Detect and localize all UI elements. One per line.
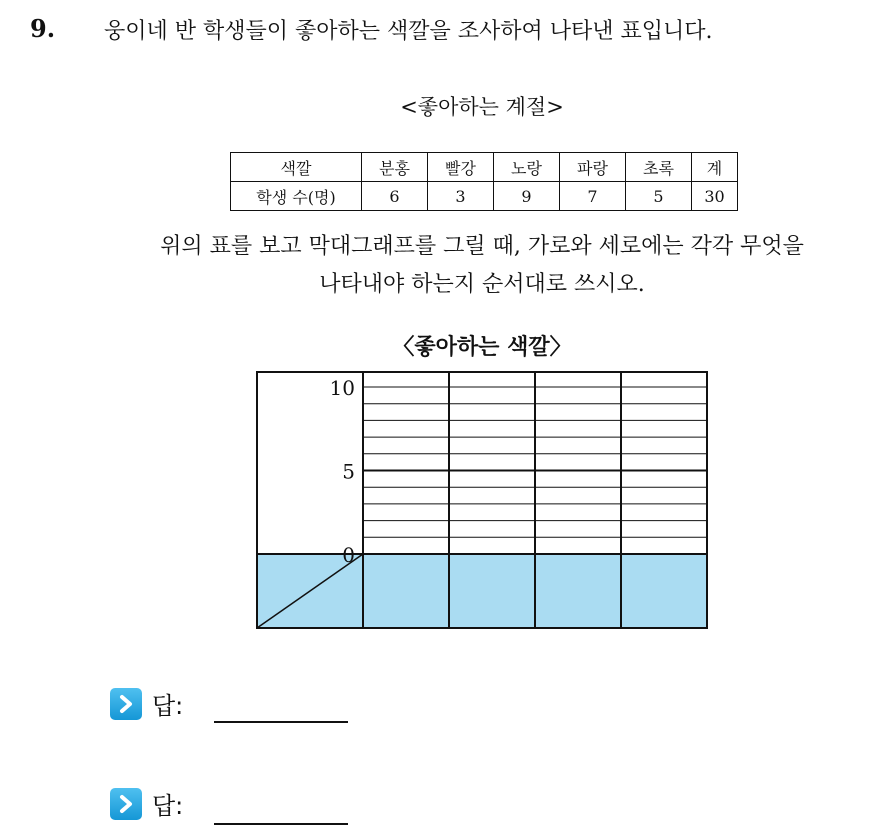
question-text: 웅이네 반 학생들이 좋아하는 색깔을 조사하여 나타낸 표입니다. — [104, 19, 713, 44]
instruction-line-2: 나타내야 하는지 순서대로 쓰시오. — [319, 272, 645, 297]
answer-blank-1[interactable] — [214, 721, 348, 723]
category-label-band — [257, 554, 707, 628]
table-cell: 3 — [428, 182, 494, 211]
y-tick-label: 0 — [342, 543, 355, 567]
chevron-right-icon — [110, 688, 142, 720]
table-header-cell: 색깔 — [231, 153, 362, 182]
chevron-right-icon — [110, 788, 142, 820]
answer-label: 답: — [152, 792, 184, 820]
table-cell: 9 — [494, 182, 560, 211]
question-number: 9. — [30, 14, 56, 43]
table-header-cell: 초록 — [626, 153, 692, 182]
table-cell: 6 — [362, 182, 428, 211]
table-header-cell: 빨강 — [428, 153, 494, 182]
table-title: <좋아하는 계절> — [400, 95, 564, 119]
table-header-cell: 계 — [692, 153, 738, 182]
answer-label: 답: — [152, 692, 184, 720]
table-header-cell: 파랑 — [560, 153, 626, 182]
instruction-line-1: 위의 표를 보고 막대그래프를 그릴 때, 가로와 세로에는 각각 무엇을 — [160, 234, 804, 259]
table-cell: 학생 수(명) — [231, 182, 362, 211]
answer-blank-2[interactable] — [214, 823, 348, 825]
table-cell: 7 — [560, 182, 626, 211]
chart-title: 〈좋아하는 색깔〉 — [392, 334, 572, 360]
y-tick-label: 5 — [342, 459, 355, 484]
y-tick-label: 10 — [329, 376, 355, 400]
answer-row-1 — [110, 686, 183, 721]
table-cell: 30 — [692, 182, 738, 211]
table-header-cell: 노랑 — [494, 153, 560, 182]
table-header-cell: 분홍 — [362, 153, 428, 182]
answer-row-2 — [110, 786, 183, 821]
table-cell: 5 — [626, 182, 692, 211]
